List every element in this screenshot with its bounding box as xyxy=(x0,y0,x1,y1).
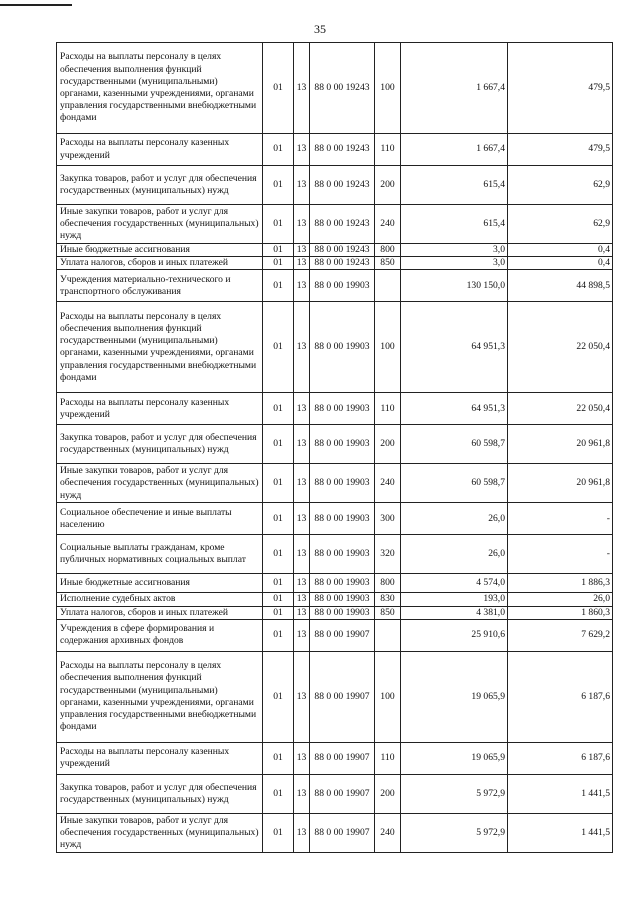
expense-type-code: 100 xyxy=(375,43,401,134)
amount-plan: 26,0 xyxy=(401,503,508,535)
amount-plan: 4 381,0 xyxy=(401,606,508,619)
target-article-code: 88 0 00 19907 xyxy=(310,742,375,774)
amount-executed: 1 441,5 xyxy=(508,774,613,813)
amount-plan: 1 667,4 xyxy=(401,43,508,134)
amount-plan: 19 065,9 xyxy=(401,651,508,742)
row-name: Расходы на выплаты персоналу казенных учреждений xyxy=(57,134,263,166)
section-code: 01 xyxy=(263,606,294,619)
table-row xyxy=(57,593,613,606)
table-row xyxy=(57,205,613,244)
amount-executed: 1 886,3 xyxy=(508,574,613,593)
section-code: 01 xyxy=(263,393,294,425)
expense-type-code: 850 xyxy=(375,257,401,270)
row-name: Учреждения в сфере формирования и содержания архивных фондов xyxy=(57,619,263,651)
target-article-code: 88 0 00 19243 xyxy=(310,166,375,205)
amount-plan: 1 667,4 xyxy=(401,134,508,166)
amount-plan: 130 150,0 xyxy=(401,270,508,302)
amount-executed: 22 050,4 xyxy=(508,393,613,425)
section-code: 01 xyxy=(263,270,294,302)
expense-type-code: 850 xyxy=(375,606,401,619)
target-article-code: 88 0 00 19903 xyxy=(310,425,375,464)
section-code: 01 xyxy=(263,651,294,742)
target-article-code: 88 0 00 19907 xyxy=(310,813,375,852)
table-row xyxy=(57,464,613,503)
amount-executed: 0,4 xyxy=(508,257,613,270)
amount-plan: 3,0 xyxy=(401,244,508,257)
target-article-code: 88 0 00 19903 xyxy=(310,393,375,425)
amount-executed: 62,9 xyxy=(508,166,613,205)
row-name: Иные закупки товаров, работ и услуг для обеспечения государственных (муниципальных) нужд xyxy=(57,464,263,503)
amount-plan: 3,0 xyxy=(401,257,508,270)
target-article-code: 88 0 00 19903 xyxy=(310,606,375,619)
amount-executed: 26,0 xyxy=(508,593,613,606)
target-article-code: 88 0 00 19903 xyxy=(310,503,375,535)
expense-type-code xyxy=(375,270,401,302)
target-article-code: 88 0 00 19903 xyxy=(310,270,375,302)
expense-type-code: 240 xyxy=(375,205,401,244)
subsection-code: 13 xyxy=(294,205,310,244)
row-name: Расходы на выплаты персоналу в целях обеспечения выполнения функций государственными (муниципальными) органами, казенными учреждениями, органами управления государственными внебюджетными фондами xyxy=(57,302,263,393)
row-name: Расходы на выплаты персоналу казенных учреждений xyxy=(57,393,263,425)
amount-plan: 615,4 xyxy=(401,205,508,244)
table-row xyxy=(57,43,613,134)
subsection-code: 13 xyxy=(294,813,310,852)
expense-type-code: 240 xyxy=(375,813,401,852)
expense-type-code: 110 xyxy=(375,393,401,425)
table-row xyxy=(57,813,613,852)
row-name: Уплата налогов, сборов и иных платежей xyxy=(57,257,263,270)
amount-plan: 25 910,6 xyxy=(401,619,508,651)
subsection-code: 13 xyxy=(294,574,310,593)
expense-type-code: 110 xyxy=(375,134,401,166)
section-code: 01 xyxy=(263,257,294,270)
subsection-code: 13 xyxy=(294,742,310,774)
expense-type-code: 200 xyxy=(375,774,401,813)
amount-executed: 20 961,8 xyxy=(508,464,613,503)
expense-type-code: 830 xyxy=(375,593,401,606)
table-row xyxy=(57,257,613,270)
table-row xyxy=(57,166,613,205)
target-article-code: 88 0 00 19243 xyxy=(310,257,375,270)
row-name: Социальное обеспечение и иные выплаты населению xyxy=(57,503,263,535)
subsection-code: 13 xyxy=(294,257,310,270)
section-code: 01 xyxy=(263,503,294,535)
amount-executed: 1 860,3 xyxy=(508,606,613,619)
expense-type-code: 800 xyxy=(375,244,401,257)
amount-plan: 60 598,7 xyxy=(401,464,508,503)
table-row xyxy=(57,774,613,813)
amount-executed: 44 898,5 xyxy=(508,270,613,302)
subsection-code: 13 xyxy=(294,166,310,205)
section-code: 01 xyxy=(263,302,294,393)
section-code: 01 xyxy=(263,134,294,166)
subsection-code: 13 xyxy=(294,535,310,574)
expense-type-code: 100 xyxy=(375,302,401,393)
target-article-code: 88 0 00 19903 xyxy=(310,302,375,393)
subsection-code: 13 xyxy=(294,393,310,425)
amount-executed: 62,9 xyxy=(508,205,613,244)
section-code: 01 xyxy=(263,205,294,244)
table-row xyxy=(57,134,613,166)
target-article-code: 88 0 00 19243 xyxy=(310,205,375,244)
expense-type-code: 200 xyxy=(375,425,401,464)
subsection-code: 13 xyxy=(294,244,310,257)
row-name: Расходы на выплаты персоналу в целях обеспечения выполнения функций государственными (муниципальными) органами, казенными учреждениями, органами управления государственными внебюджетными фондами xyxy=(57,43,263,134)
subsection-code: 13 xyxy=(294,651,310,742)
expense-type-code xyxy=(375,619,401,651)
section-code: 01 xyxy=(263,464,294,503)
subsection-code: 13 xyxy=(294,619,310,651)
amount-executed: 479,5 xyxy=(508,43,613,134)
amount-executed: - xyxy=(508,503,613,535)
amount-executed: 6 187,6 xyxy=(508,742,613,774)
target-article-code: 88 0 00 19243 xyxy=(310,244,375,257)
subsection-code: 13 xyxy=(294,134,310,166)
top-rule xyxy=(0,4,72,6)
table-row xyxy=(57,742,613,774)
table-row xyxy=(57,535,613,574)
section-code: 01 xyxy=(263,813,294,852)
row-name: Расходы на выплаты персоналу в целях обеспечения выполнения функций государственными (муниципальными) органами, казенными учреждениями, органами управления государственными внебюджетными фондами xyxy=(57,651,263,742)
amount-plan: 615,4 xyxy=(401,166,508,205)
section-code: 01 xyxy=(263,244,294,257)
row-name: Закупка товаров, работ и услуг для обеспечения государственных (муниципальных) нужд xyxy=(57,166,263,205)
subsection-code: 13 xyxy=(294,425,310,464)
subsection-code: 13 xyxy=(294,593,310,606)
amount-executed: 7 629,2 xyxy=(508,619,613,651)
subsection-code: 13 xyxy=(294,503,310,535)
section-code: 01 xyxy=(263,425,294,464)
row-name: Закупка товаров, работ и услуг для обеспечения государственных (муниципальных) нужд xyxy=(57,774,263,813)
expense-type-code: 320 xyxy=(375,535,401,574)
expense-type-code: 200 xyxy=(375,166,401,205)
section-code: 01 xyxy=(263,774,294,813)
target-article-code: 88 0 00 19903 xyxy=(310,464,375,503)
section-code: 01 xyxy=(263,43,294,134)
amount-plan: 19 065,9 xyxy=(401,742,508,774)
amount-executed: 22 050,4 xyxy=(508,302,613,393)
subsection-code: 13 xyxy=(294,270,310,302)
target-article-code: 88 0 00 19903 xyxy=(310,574,375,593)
section-code: 01 xyxy=(263,574,294,593)
amount-executed: 0,4 xyxy=(508,244,613,257)
section-code: 01 xyxy=(263,742,294,774)
row-name: Уплата налогов, сборов и иных платежей xyxy=(57,606,263,619)
amount-executed: - xyxy=(508,535,613,574)
row-name: Иные закупки товаров, работ и услуг для обеспечения государственных (муниципальных) нужд xyxy=(57,813,263,852)
amount-plan: 5 972,9 xyxy=(401,774,508,813)
amount-plan: 64 951,3 xyxy=(401,393,508,425)
section-code: 01 xyxy=(263,593,294,606)
target-article-code: 88 0 00 19907 xyxy=(310,774,375,813)
subsection-code: 13 xyxy=(294,302,310,393)
row-name: Учреждения материально-технического и транспортного обслуживания xyxy=(57,270,263,302)
row-name: Иные бюджетные ассигнования xyxy=(57,574,263,593)
page-number: 35 xyxy=(314,22,326,36)
row-name: Иные бюджетные ассигнования xyxy=(57,244,263,257)
amount-executed: 479,5 xyxy=(508,134,613,166)
amount-executed: 1 441,5 xyxy=(508,813,613,852)
expense-type-code: 110 xyxy=(375,742,401,774)
amount-executed: 20 961,8 xyxy=(508,425,613,464)
subsection-code: 13 xyxy=(294,464,310,503)
target-article-code: 88 0 00 19903 xyxy=(310,593,375,606)
target-article-code: 88 0 00 19243 xyxy=(310,43,375,134)
amount-executed: 6 187,6 xyxy=(508,651,613,742)
amount-plan: 64 951,3 xyxy=(401,302,508,393)
table-row xyxy=(57,393,613,425)
table-row xyxy=(57,619,613,651)
row-name: Закупка товаров, работ и услуг для обеспечения государственных (муниципальных) нужд xyxy=(57,425,263,464)
expense-type-code: 800 xyxy=(375,574,401,593)
target-article-code: 88 0 00 19907 xyxy=(310,651,375,742)
row-name: Социальные выплаты гражданам, кроме публичных нормативных социальных выплат xyxy=(57,535,263,574)
expense-type-code: 240 xyxy=(375,464,401,503)
subsection-code: 13 xyxy=(294,774,310,813)
table-row xyxy=(57,503,613,535)
table-row xyxy=(57,574,613,593)
row-name: Расходы на выплаты персоналу казенных учреждений xyxy=(57,742,263,774)
section-code: 01 xyxy=(263,535,294,574)
row-name: Иные закупки товаров, работ и услуг для обеспечения государственных (муниципальных) нужд xyxy=(57,205,263,244)
table-row xyxy=(57,651,613,742)
table-row xyxy=(57,606,613,619)
amount-plan: 4 574,0 xyxy=(401,574,508,593)
target-article-code: 88 0 00 19903 xyxy=(310,535,375,574)
subsection-code: 13 xyxy=(294,606,310,619)
amount-plan: 5 972,9 xyxy=(401,813,508,852)
amount-plan: 60 598,7 xyxy=(401,425,508,464)
table-row xyxy=(57,302,613,393)
table-row xyxy=(57,270,613,302)
row-name: Исполнение судебных актов xyxy=(57,593,263,606)
section-code: 01 xyxy=(263,619,294,651)
section-code: 01 xyxy=(263,166,294,205)
amount-plan: 26,0 xyxy=(401,535,508,574)
target-article-code: 88 0 00 19907 xyxy=(310,619,375,651)
amount-plan: 193,0 xyxy=(401,593,508,606)
table-row xyxy=(57,425,613,464)
budget-table xyxy=(56,42,613,853)
expense-type-code: 100 xyxy=(375,651,401,742)
table-row xyxy=(57,244,613,257)
subsection-code: 13 xyxy=(294,43,310,134)
expense-type-code: 300 xyxy=(375,503,401,535)
target-article-code: 88 0 00 19243 xyxy=(310,134,375,166)
